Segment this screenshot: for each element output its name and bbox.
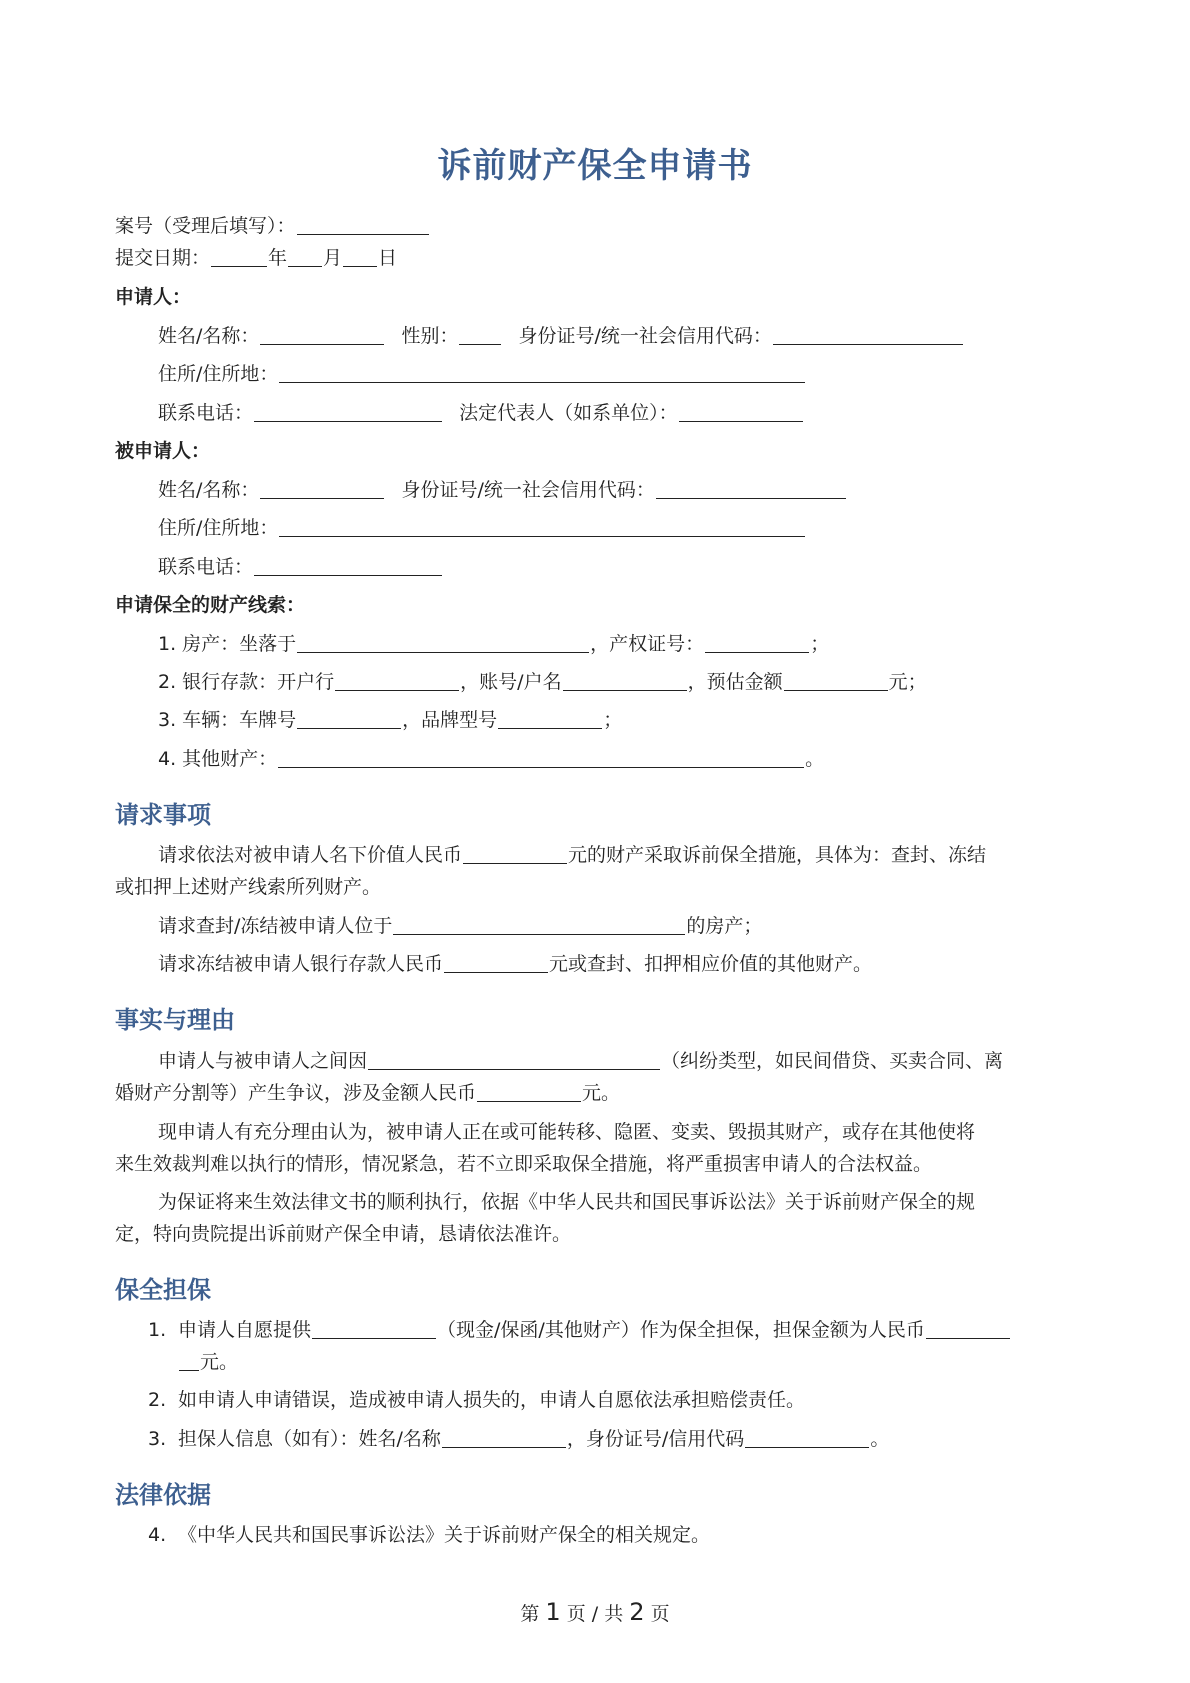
clue-bank-label: 2. 银行存款：开户行 [158, 671, 335, 693]
house-cert-blank[interactable] [705, 632, 809, 653]
day-blank[interactable] [343, 246, 377, 267]
applicant-phone-label: 联系电话： [158, 402, 254, 424]
clue-house-label: 1. 房产：坐落于 [158, 633, 297, 655]
clue-other-label: 4. 其他财产： [158, 748, 278, 770]
bank-amount-blank[interactable] [784, 670, 888, 691]
facts-1-text-b: （纠纷类型，如民间借贷、买卖合同、离 [661, 1050, 1004, 1072]
respondent-row-2 [158, 515, 806, 541]
case-number-line [115, 213, 430, 239]
month-label: 月 [323, 247, 343, 269]
request-amount-blank[interactable] [463, 843, 567, 864]
total-page-number: 2 [629, 1598, 645, 1626]
case-number-blank[interactable] [297, 214, 429, 235]
footer-middle: 页 / 共 [566, 1603, 624, 1625]
facts-heading: 事实与理由 [115, 1006, 235, 1034]
applicant-gender-blank[interactable] [459, 324, 501, 345]
guarantee-item-2: 如申请人申请错误，造成被申请人损失的，申请人自愿依法承担赔偿责任。 [178, 1389, 806, 1411]
submit-date-label: 提交日期： [115, 247, 211, 269]
requests-heading: 请求事项 [115, 801, 211, 829]
applicant-rep-blank[interactable] [679, 401, 803, 422]
facts-para-2-line-2: 来生效裁判难以执行的情形，情况紧急，若不立即采取保全措施，将严重损害申请人的合法权益。 [115, 1153, 933, 1175]
respondent-phone-blank[interactable] [254, 555, 442, 576]
document-title: 诉前财产保全申请书 [437, 146, 753, 186]
facts-1-text-a: 申请人与被申请人之间因 [158, 1050, 368, 1072]
guarantor-id-blank[interactable] [745, 1427, 869, 1448]
bank-account-blank[interactable] [563, 670, 687, 691]
legal-item-4: 《中华人民共和国民事诉讼法》关于诉前财产保全的相关规定。 [178, 1524, 711, 1546]
day-label: 日 [378, 247, 398, 269]
dispute-amount-blank[interactable] [477, 1081, 581, 1102]
footer-suffix: 页 [650, 1603, 670, 1625]
facts-para-1-line-2 [115, 1080, 620, 1106]
applicant-id-blank[interactable] [773, 324, 963, 345]
page-footer [0, 1598, 1190, 1626]
guarantee-item-1-num: 1. [148, 1319, 167, 1341]
applicant-row-3 [158, 400, 804, 426]
request-3-text-b: 元或查封、扣押相应价值的其他财产。 [549, 953, 873, 975]
guarantee-heading: 保全担保 [115, 1276, 211, 1304]
house-end: ； [810, 633, 830, 655]
house-cert-label: ，产权证号： [590, 633, 705, 655]
legal-item-4-num: 4. [148, 1524, 167, 1546]
clue-other [158, 746, 824, 772]
applicant-heading: 申请人： [115, 286, 192, 308]
bank-end: 元； [888, 671, 927, 693]
plate-blank[interactable] [297, 708, 401, 729]
respondent-phone-label: 联系电话： [158, 556, 254, 578]
facts-para-3-line-2: 定，特向贵院提出诉前财产保全申请，恳请依法准许。 [115, 1223, 572, 1245]
clue-vehicle [158, 707, 622, 733]
guarantee-3-text-b: ，身份证号/信用代码 [566, 1428, 745, 1450]
applicant-name-label: 姓名/名称： [158, 325, 260, 347]
current-page-number: 1 [545, 1598, 561, 1626]
request-deposit-blank[interactable] [444, 952, 548, 973]
applicant-address-label: 住所/住所地： [158, 363, 279, 385]
bank-amount-label: ，预估金额 [687, 671, 783, 693]
guarantee-3-text-a: 担保人信息（如有）：姓名/名称 [178, 1428, 441, 1450]
applicant-row-1 [158, 323, 964, 349]
house-location-blank[interactable] [297, 632, 589, 653]
vehicle-end: ； [603, 709, 623, 731]
facts-para-3-line-1: 为保证将来生效法律文书的顺利执行，依据《中华人民共和国民事诉讼法》关于诉前财产保全的规 [158, 1191, 976, 1213]
applicant-address-blank[interactable] [279, 362, 805, 383]
case-number-label: 案号（受理后填写）： [115, 215, 296, 237]
other-end: 。 [805, 748, 825, 770]
guarantee-type-blank[interactable] [312, 1318, 436, 1339]
vehicle-model-label: ，品牌型号 [402, 709, 498, 731]
facts-1-text-d: 元。 [582, 1082, 621, 1104]
applicant-gender-label: 性别： [401, 325, 459, 347]
applicant-name-blank[interactable] [260, 324, 384, 345]
guarantee-item-1-line-2 [178, 1349, 238, 1375]
respondent-name-blank[interactable] [260, 478, 384, 499]
other-property-blank[interactable] [278, 747, 804, 768]
year-blank[interactable] [211, 246, 267, 267]
respondent-address-blank[interactable] [279, 516, 805, 537]
request-para-1-line-1 [158, 842, 986, 868]
request-1-text-a: 请求依法对被申请人名下价值人民币 [158, 844, 463, 866]
guarantor-name-blank[interactable] [442, 1427, 566, 1448]
request-2-text-b: 的房产； [686, 915, 763, 937]
applicant-row-2 [158, 361, 806, 387]
request-2-text-a: 请求查封/冻结被申请人位于 [158, 915, 393, 937]
respondent-row-1 [158, 477, 847, 503]
clue-bank [158, 669, 927, 695]
footer-prefix: 第 [520, 1603, 540, 1625]
guarantee-amount-blank-cont[interactable] [179, 1350, 199, 1371]
respondent-name-label: 姓名/名称： [158, 479, 260, 501]
request-para-1-line-2: 或扣押上述财产线索所列财产。 [115, 876, 382, 898]
guarantee-1-text-a: 申请人自愿提供 [178, 1319, 312, 1341]
respondent-row-3 [158, 554, 443, 580]
month-blank[interactable] [288, 246, 322, 267]
facts-para-1-line-1 [158, 1048, 1003, 1074]
respondent-id-blank[interactable] [656, 478, 846, 499]
guarantee-3-text-c: 。 [870, 1428, 890, 1450]
guarantee-amount-blank[interactable] [926, 1318, 1010, 1339]
guarantee-1-text-b: （现金/保函/其他财产）作为保全担保，担保金额为人民币 [437, 1319, 925, 1341]
request-3-text-a: 请求冻结被申请人银行存款人民币 [158, 953, 444, 975]
submit-date-line [115, 245, 397, 271]
property-clues-heading: 申请保全的财产线索： [115, 594, 306, 616]
guarantee-item-3-num: 3. [148, 1428, 167, 1450]
vehicle-model-blank[interactable] [498, 708, 602, 729]
clue-vehicle-label: 3. 车辆：车牌号 [158, 709, 297, 731]
year-label: 年 [268, 247, 288, 269]
guarantee-item-3 [178, 1426, 889, 1452]
request-1-text-b: 元的财产采取诉前保全措施，具体为：查封、冻结 [568, 844, 987, 866]
applicant-rep-label: 法定代表人（如系单位）： [459, 402, 678, 424]
bank-name-blank[interactable] [335, 670, 459, 691]
request-para-3 [158, 951, 872, 977]
guarantee-item-1-line-1 [178, 1317, 1011, 1343]
request-house-blank[interactable] [393, 914, 685, 935]
clue-house [158, 631, 829, 657]
applicant-phone-blank[interactable] [254, 401, 442, 422]
applicant-id-label: 身份证号/统一社会信用代码： [518, 325, 772, 347]
legal-basis-heading: 法律依据 [115, 1481, 211, 1509]
request-para-2 [158, 913, 762, 939]
facts-para-2-line-1: 现申请人有充分理由认为，被申请人正在或可能转移、隐匿、变卖、毁损其财产，或存在其他使将 [158, 1121, 976, 1143]
respondent-heading: 被申请人： [115, 440, 211, 462]
bank-account-label: ，账号/户名 [460, 671, 562, 693]
respondent-id-label: 身份证号/统一社会信用代码： [401, 479, 655, 501]
guarantee-1-text-c: 元。 [200, 1351, 239, 1373]
facts-1-text-c: 婚财产分割等）产生争议，涉及金额人民币 [115, 1082, 477, 1104]
guarantee-item-2-num: 2. [148, 1389, 167, 1411]
dispute-type-blank[interactable] [368, 1049, 660, 1070]
respondent-address-label: 住所/住所地： [158, 517, 279, 539]
